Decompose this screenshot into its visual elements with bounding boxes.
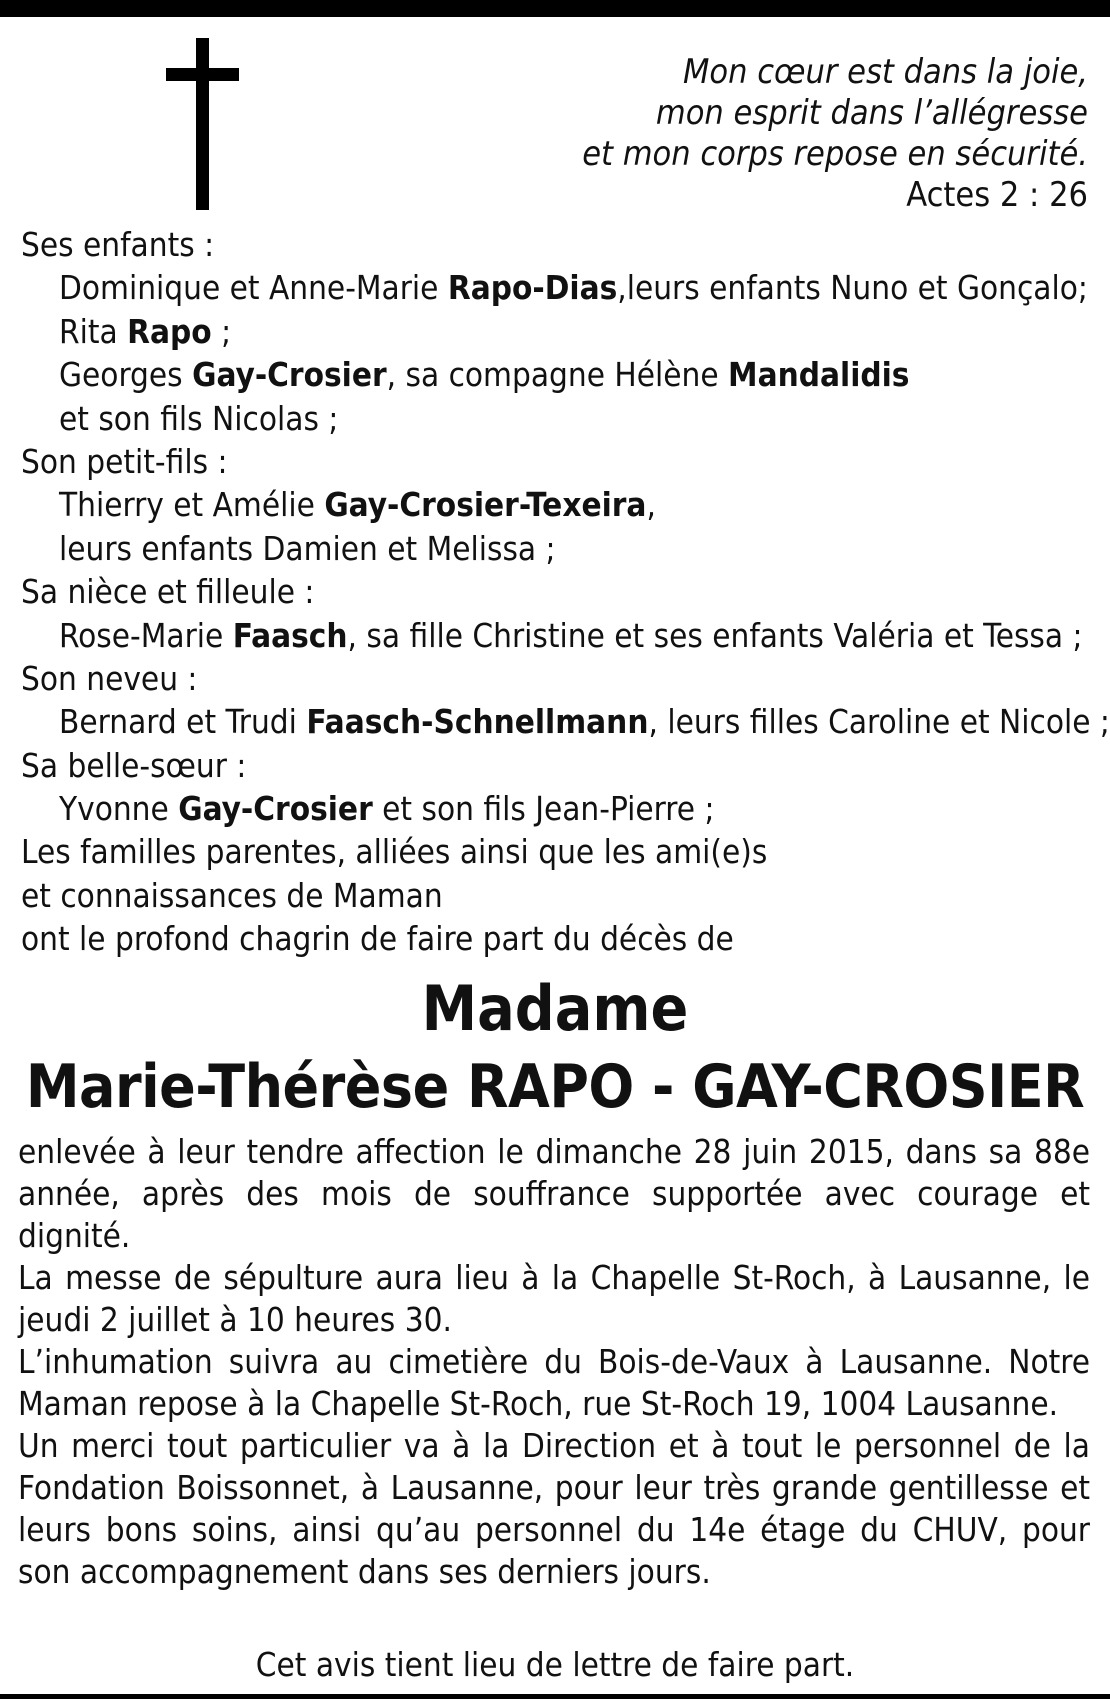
family-member: Georges Gay-Crosier, sa compagne Hélène Mandalidis bbox=[59, 355, 910, 395]
family-member-continued: et son fils Nicolas ; bbox=[59, 398, 339, 438]
quote-line: et mon corps repose en sécurité. bbox=[582, 134, 1088, 174]
family-member: Bernard et Trudi Faasch-Schnellmann, leurs filles Caroline et Nicole ; bbox=[59, 702, 1110, 742]
deceased-title: Madame bbox=[421, 972, 689, 1045]
family-list bbox=[21, 223, 1110, 961]
burial-paragraph: L’inhumation suivra au cimetière du Bois-de-Vaux à Lausanne. Notre Maman repose à la Chapelle St-Roch, rue St-Roch 19, 1004 Lausanne. bbox=[18, 1342, 1090, 1423]
family-member-continued: leurs enfants Damien et Melissa ; bbox=[59, 528, 556, 568]
death-details-paragraph: enlevée à leur tendre affection le dimanche 28 juin 2015, dans sa 88e année, après des mois de souffrance supportée avec courage et dignité. bbox=[18, 1132, 1090, 1255]
grandson-heading: Son petit-fils : bbox=[21, 441, 228, 481]
closing-line: Les familles parentes, alliées ainsi que les ami(e)s bbox=[21, 832, 768, 872]
quote-line: mon esprit dans l’allégresse bbox=[655, 93, 1088, 133]
family-member: Thierry et Amélie Gay-Crosier-Texeira, bbox=[59, 485, 656, 525]
sister-in-law-heading: Sa belle-sœur : bbox=[21, 745, 247, 785]
thanks-paragraph: Un merci tout particulier va à la Direction et à tout le personnel de la Fondation Boissonnet, à Lausanne, pour leur très grande gentillesse et leurs bons soins, ainsi qu’au personnel du 14e étage du CHUV, pour son accompagnement dans ses derniers jours. bbox=[18, 1426, 1090, 1591]
family-member: Dominique et Anne-Marie Rapo-Dias,leurs enfants Nuno et Gonçalo; bbox=[59, 268, 1088, 308]
niece-heading: Sa nièce et filleule : bbox=[21, 572, 315, 612]
nephew-heading: Son neveu : bbox=[21, 658, 198, 698]
deceased-name-block bbox=[0, 970, 1110, 1126]
closing-line: ont le profond chagrin de faire part du décès de bbox=[21, 919, 734, 959]
closing-note: Cet avis tient lieu de lettre de faire part. bbox=[255, 1645, 855, 1684]
closing-line: et connaissances de Maman bbox=[21, 875, 443, 915]
deceased-name: Marie-Thérèse RAPO - GAY-CROSIER bbox=[25, 1052, 1085, 1122]
quote-line: Mon cœur est dans la joie, bbox=[682, 52, 1088, 92]
quote-reference: Actes 2 : 26 bbox=[906, 175, 1088, 215]
funeral-mass-paragraph: La messe de sépulture aura lieu à la Chapelle St-Roch, à Lausanne, le jeudi 2 juillet à 10 heures 30. bbox=[18, 1258, 1090, 1339]
top-border-rule bbox=[0, 0, 1110, 17]
family-member: Rose-Marie Faasch, sa fille Christine et ses enfants Valéria et Tessa ; bbox=[59, 615, 1083, 655]
family-member: Yvonne Gay-Crosier et son fils Jean-Pierre ; bbox=[59, 789, 715, 829]
bottom-border-rule bbox=[0, 1694, 1110, 1699]
announcement-body bbox=[18, 1131, 1090, 1593]
children-heading: Ses enfants : bbox=[21, 225, 215, 264]
scripture-quote bbox=[582, 52, 1088, 216]
family-member: Rita Rapo ; bbox=[59, 311, 232, 351]
